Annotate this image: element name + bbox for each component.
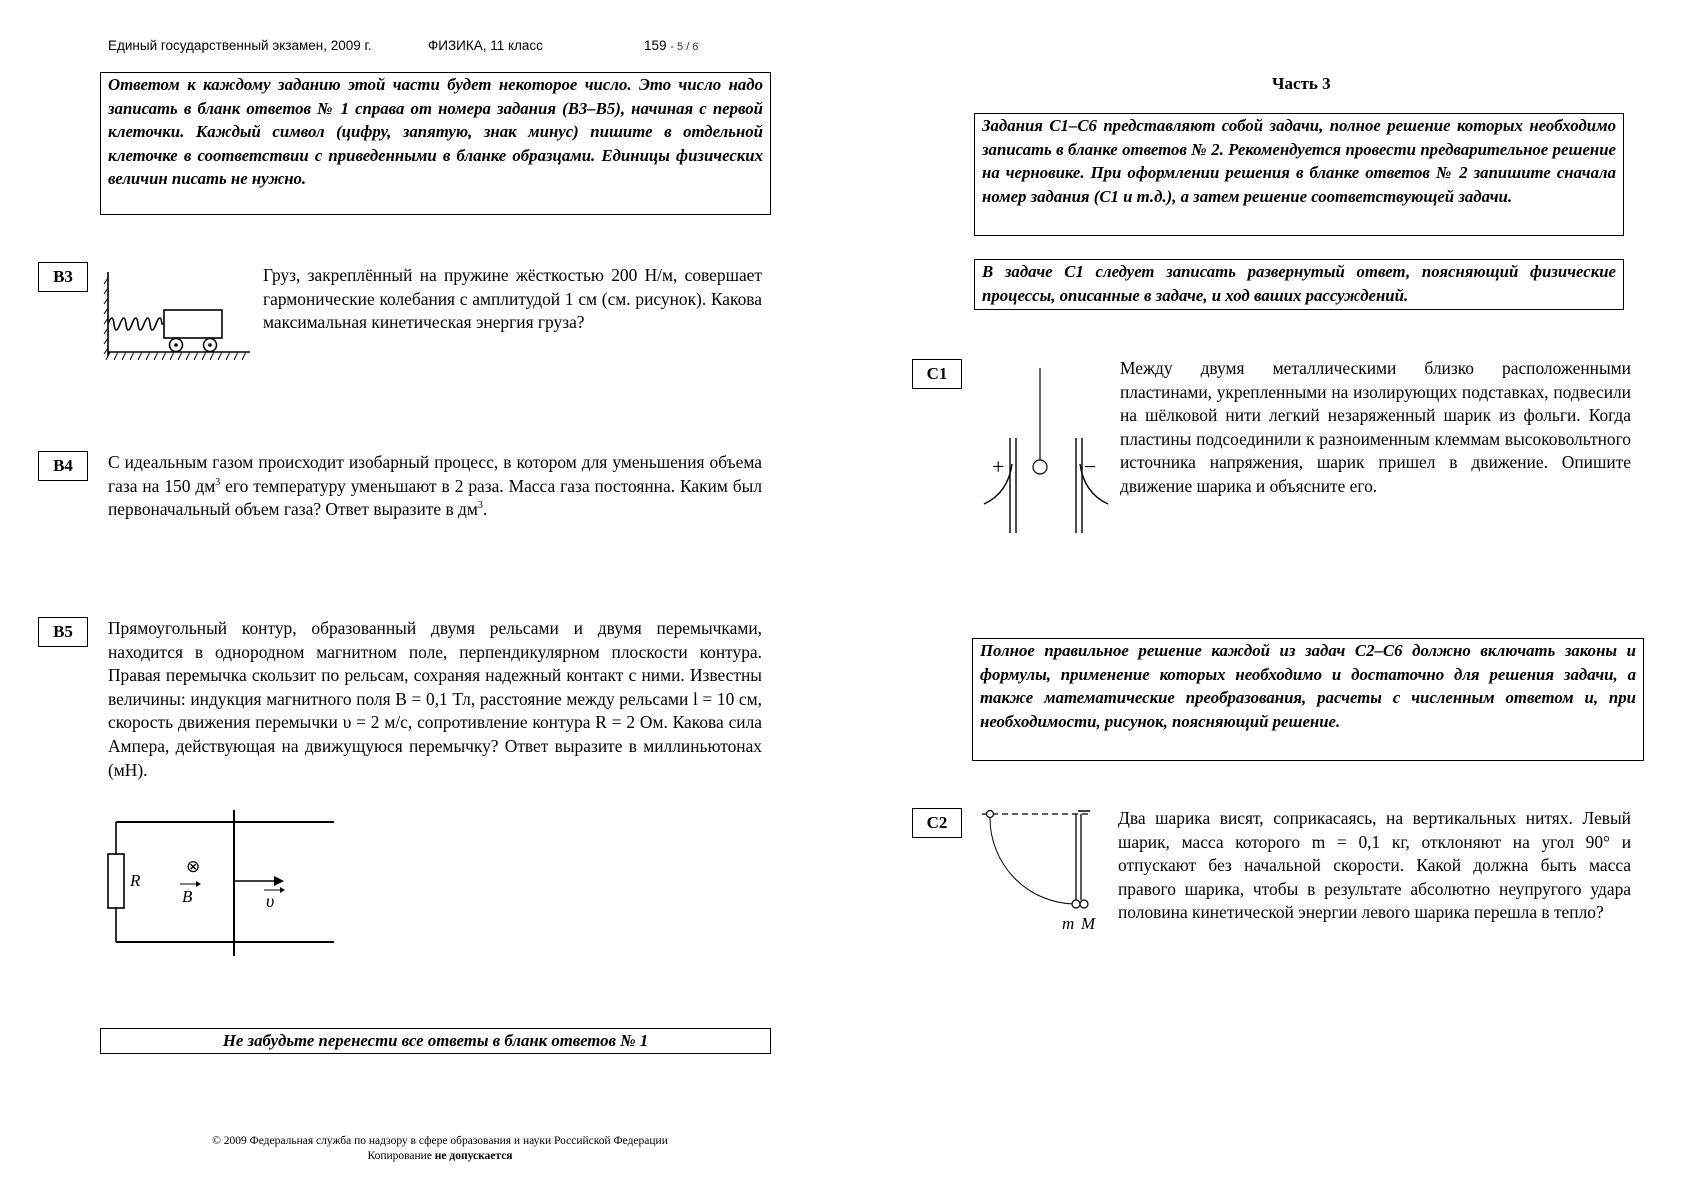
b4-text-part2: его температуру уменьшают в 2 раза. Масса газа постоянна. Каким был первоначальный объем газа? Ответ выразите в дм <box>108 475 762 520</box>
task-b3-text: Груз, закреплённый на пружине жёсткостью 200 Н/м, совершает гармонические колебания с амплитудой 1 см (см. рисунок). Какова максимальная кинетическая энергия груза? <box>263 265 762 333</box>
b4-text-part1: С идеальным газом происходит изобарный процесс, в котором для уменьшения объема газа на 150 дм <box>108 452 762 496</box>
b4-sup1: 3 <box>215 476 221 488</box>
part3-instruction-3: Полное правильное решение каждой из задач С2–С6 должно включать законы и формулы, применение которых необходимо и достаточно для решения задачи, а также математические преобразования, расчеты с численным ответом и, при необходимости, рисунок, поясняющий решение. <box>972 638 1644 761</box>
task-label-b4: В4 <box>38 451 88 481</box>
footer-copyright: © 2009 Федеральная служба по надзору в сфере образования и науки Российской Федерации <box>212 1135 668 1147</box>
part3-instruction-2: В задаче С1 следует записать развернутый ответ, поясняющий физические процессы, описанные в задаче, и ход ваших рассуждений. <box>974 259 1624 310</box>
fig-minus-sign: − <box>1084 454 1097 479</box>
fig-cross-symbol: ⊗ <box>186 857 201 876</box>
footer-copy-prefix: Копирование <box>367 1150 435 1162</box>
part2-instruction: Ответом к каждому заданию этой части будет некоторое число. Это число надо записать в бланк ответов № 1 справа от номера задания (В3–В5), начиная с первой клеточки. Каждый символ (цифру, запятую, знак минус) пишите в отдельной клеточке в соответствии с приведенными в бланке образцами. Единицы физических величин писать не нужно. <box>100 72 771 215</box>
fig-label-r: R <box>130 871 141 890</box>
page-number: 159 <box>644 38 667 53</box>
task-b5-text: Прямоугольный контур, образованный двумя рельсами и двумя перемычками, находится в однородном магнитном поле, перпендикулярном плоскости контура. Правая перемычка скользит по рельсам, сохраняя надежный контакт с ними. Известны величины: индукция магнитного поля B = 0,1 Тл, расстояние между рельсами l = 10 см, скорость движения перемычки υ = 2 м/с, сопротивление контура R = 2 Ом. Какова сила Ампера, действующая на движущуюся перемычку? Ответ выразите в миллиньютонах (мН). <box>108 618 762 780</box>
page-sub: - 5 / 6 <box>670 41 699 53</box>
pendulum-figure <box>980 808 1110 933</box>
footer <box>140 1134 740 1164</box>
spring-cart-figure <box>104 268 254 364</box>
footer-copy-bold: не допускается <box>434 1150 513 1162</box>
footer-copy-note <box>140 1149 740 1164</box>
task-label-c2: С2 <box>912 808 962 838</box>
reminder-box: Не забудьте перенести все ответы в бланк ответов № 1 <box>100 1028 771 1054</box>
fig-label-b: B <box>182 887 193 906</box>
header-page <box>644 38 698 53</box>
fig-label-big-m: M <box>1081 914 1096 933</box>
fig-plus-sign: + <box>992 454 1005 479</box>
b4-text-part3: . <box>482 499 488 520</box>
task-label-b3: В3 <box>38 262 88 292</box>
part3-instruction-1: Задания С1–С6 представляют собой задачи, полное решение которых необходимо записать в бланке ответов № 2. Рекомендуется провести предварительное решение на черновике. При оформлении решения в бланке ответов № 2 запишите сначала номер задания (С1 и т.д.), а затем решение соответствующей задачи. <box>974 113 1624 236</box>
circuit-figure <box>100 810 340 960</box>
b4-sup2: 3 <box>477 500 483 512</box>
task-label-c1: С1 <box>912 359 962 389</box>
header-subject: ФИЗИКА, 11 класс <box>428 38 543 53</box>
fig-label-m: m <box>1062 914 1075 933</box>
task-c2-text: Два шарика висят, соприкасаясь, на вертикальных нитях. Левый шарик, масса которого m = 0,1 кг, отклоняют на угол 90° и отпускают без начальной скорости. Какой должна быть масса правого шарика, чтобы в результате абсолютно неупругого удара половина кинетической энергии левого шарика перешла в тепло? <box>1118 808 1631 923</box>
header-exam: Единый государственный экзамен, 2009 г. <box>108 38 372 53</box>
fig-label-v: υ <box>266 891 275 911</box>
charged-plates-figure <box>980 368 1120 538</box>
part3-title: Часть 3 <box>1272 74 1331 93</box>
task-c1-text: Между двумя металлическими близко расположенными пластинами, укрепленными на изолирующих подставках, подвесили на шёлковой нити легкий незаряженный шарик из фольги. Когда пластины подсоединили к разноименным клеммам высоковольтного источника напряжения, шарик пришел в движение. Опишите движение шарика и объясните его. <box>1120 358 1631 496</box>
task-b4-text <box>108 451 762 522</box>
task-label-b5: В5 <box>38 617 88 647</box>
